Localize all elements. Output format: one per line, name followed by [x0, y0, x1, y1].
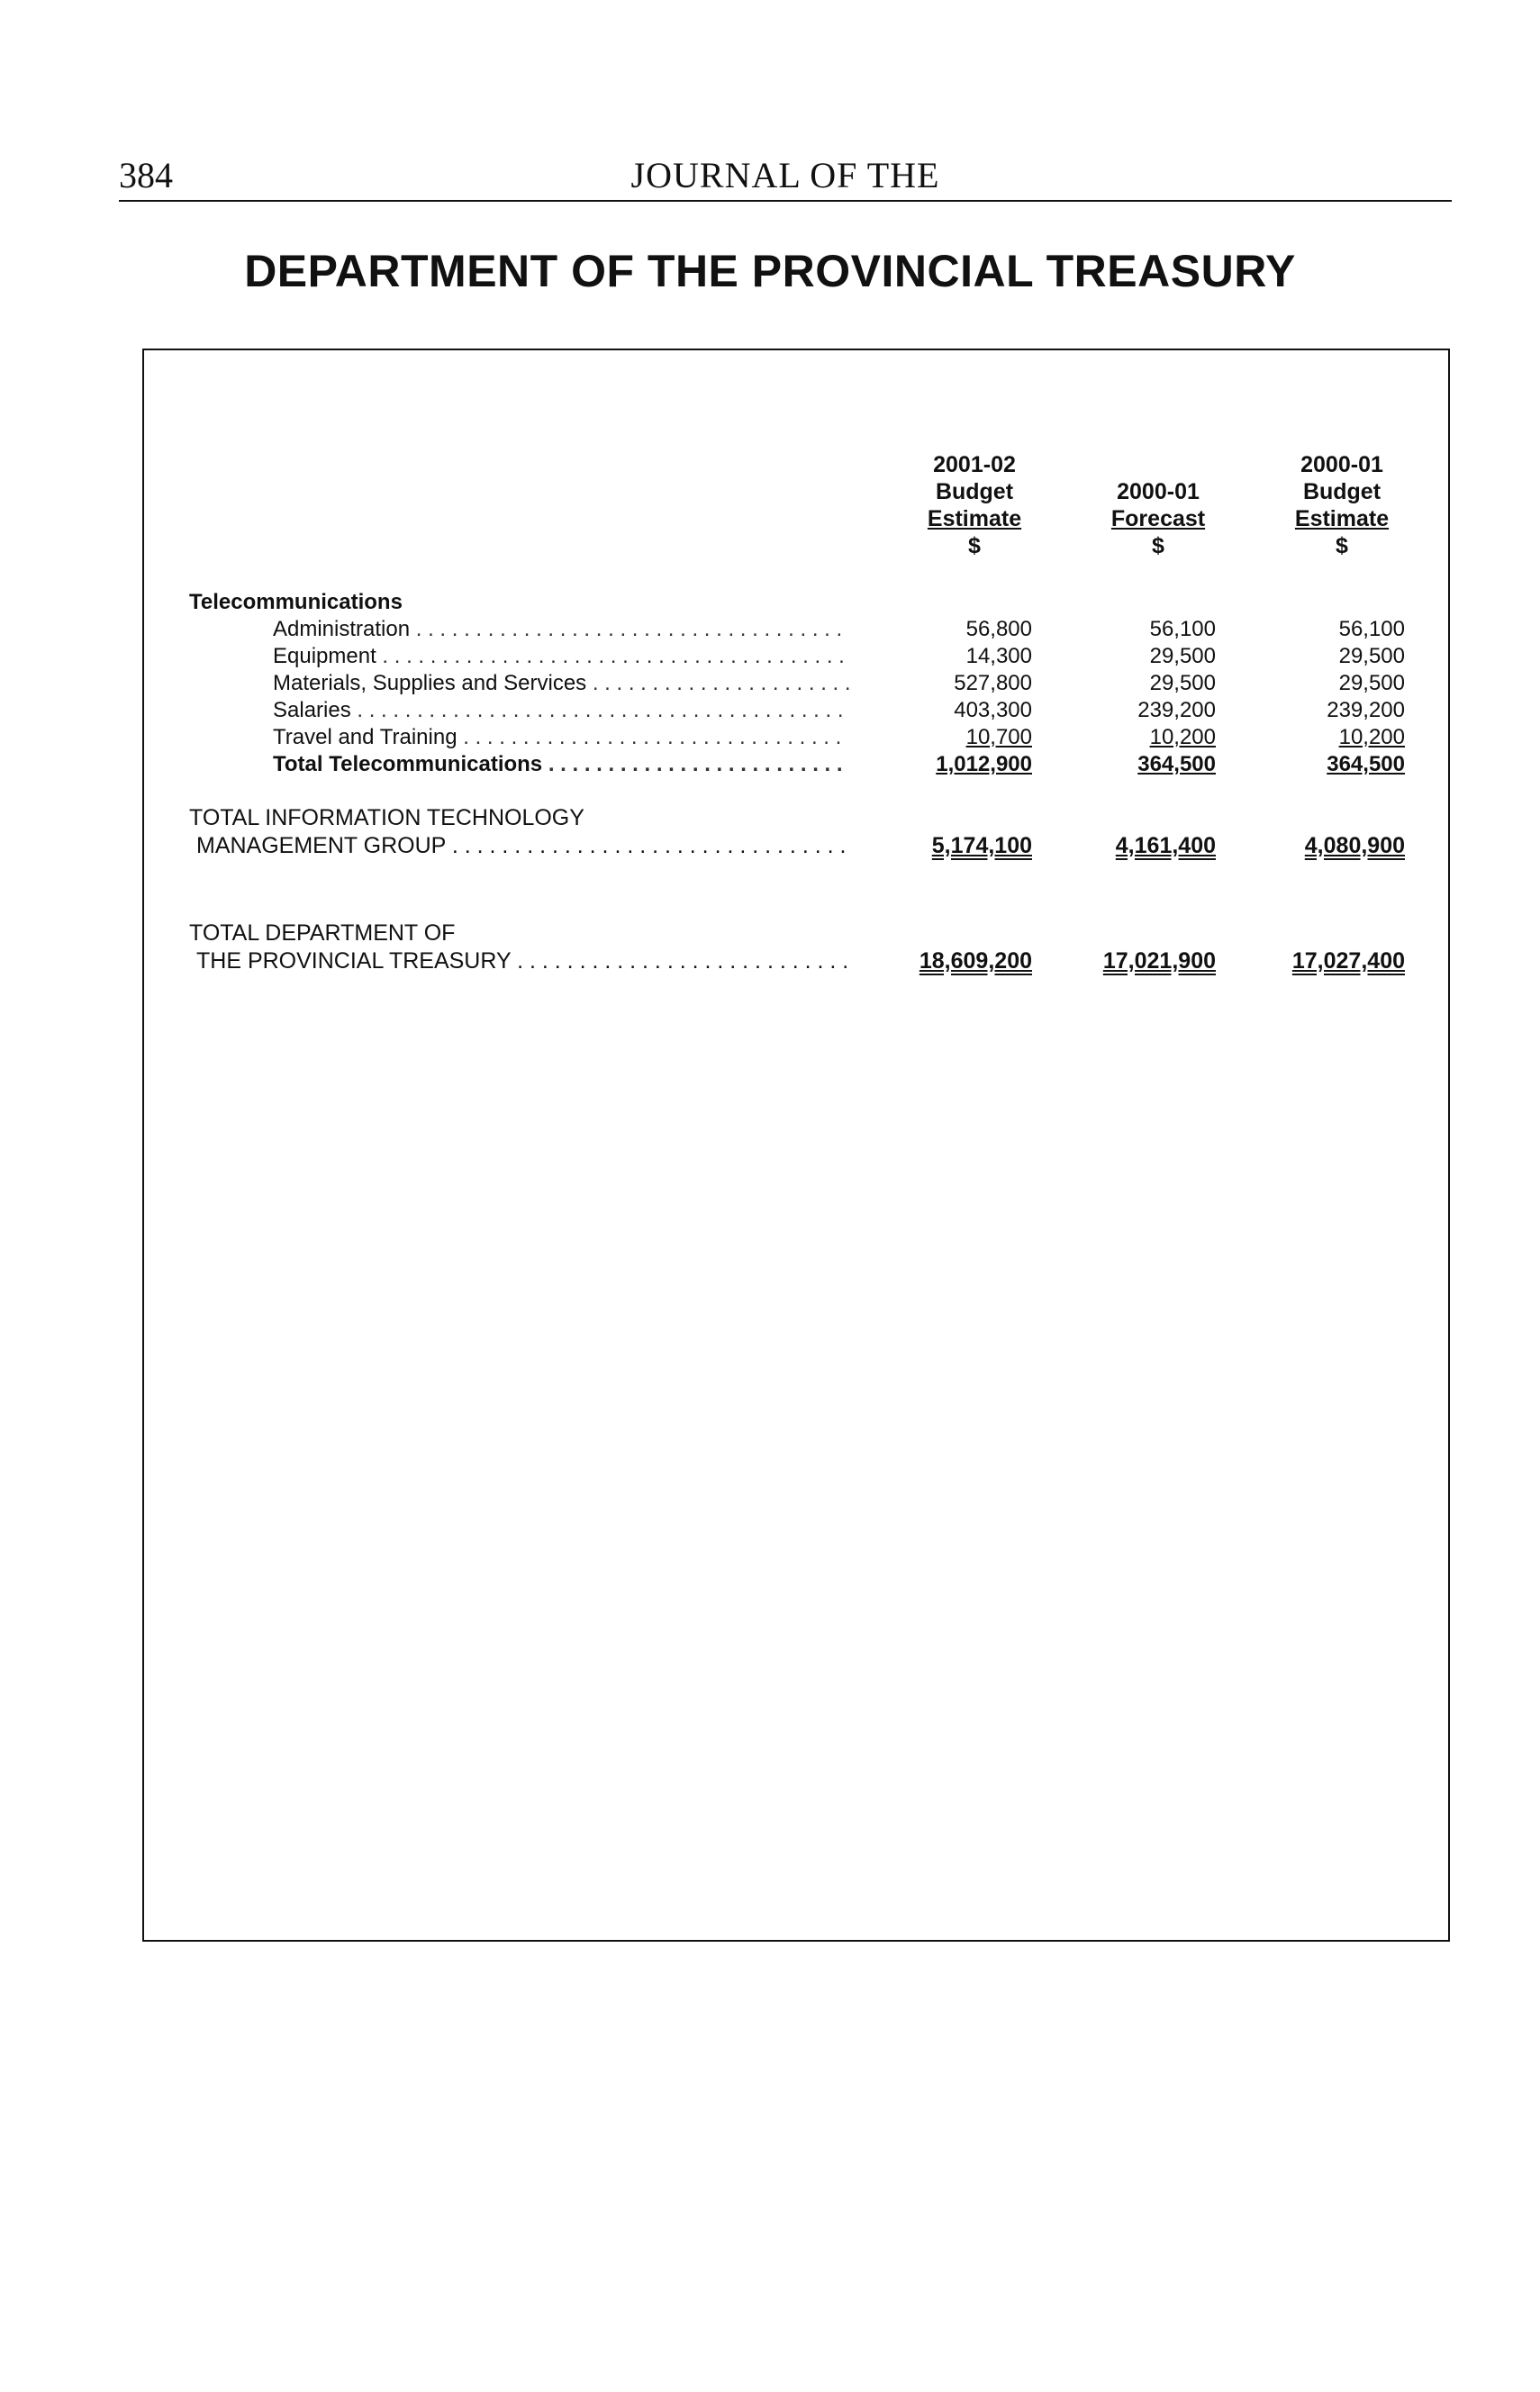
- subtotal-value: 364,500: [1137, 752, 1216, 776]
- department-title: DEPARTMENT OF THE PROVINCIAL TREASURY: [244, 246, 1296, 296]
- column-header-line: 2000-01: [1117, 479, 1200, 504]
- row-value: 29,500: [1338, 644, 1405, 668]
- row-value: 56,100: [1338, 617, 1405, 641]
- total-label-line: THE PROVINCIAL TREASURY . . .: [196, 947, 847, 975]
- column-header-line: Forecast: [1110, 506, 1206, 531]
- total-value: 4,080,900: [1304, 833, 1405, 858]
- subtotal-value: 1,012,900: [936, 752, 1032, 776]
- estimates-table-frame: [142, 349, 1450, 1942]
- total-label-line: TOTAL INFORMATION TECHNOLOGY: [189, 805, 584, 830]
- table-row: [0, 616, 1540, 643]
- column-header-line: Estimate: [927, 506, 1022, 531]
- row-value: 10,200: [1149, 725, 1216, 749]
- column-header-unit: $: [1152, 533, 1164, 558]
- row-value: 10,200: [1338, 725, 1405, 749]
- total-value: 4,161,400: [1115, 833, 1216, 858]
- column-header-line: Estimate: [1294, 506, 1390, 531]
- row-label: Salaries . . .: [273, 697, 849, 724]
- column-header-unit: $: [1336, 533, 1348, 558]
- column-header-unit: $: [968, 533, 981, 558]
- row-label: Materials, Supplies and Services . . .: [273, 670, 849, 697]
- column-header-line: Budget: [935, 479, 1014, 504]
- row-label: Equipment . . .: [273, 643, 849, 670]
- section-title: Telecommunications: [189, 590, 403, 614]
- column-header-line: 2001-02: [933, 452, 1016, 477]
- total-value: 17,027,400: [1291, 948, 1405, 974]
- row-value: 29,500: [1338, 671, 1405, 695]
- total-value: 18,609,200: [919, 948, 1032, 974]
- total-value: 5,174,100: [931, 833, 1032, 858]
- row-value: 527,800: [954, 671, 1032, 695]
- row-value: 29,500: [1149, 671, 1216, 695]
- row-value: 29,500: [1149, 644, 1216, 668]
- subtotal-label: Total Telecommunications . . .: [273, 751, 849, 778]
- column-header-line: Budget: [1302, 479, 1381, 504]
- row-label: Administration . . .: [273, 616, 849, 643]
- row-value: 14,300: [965, 644, 1032, 668]
- table-row: [0, 670, 1540, 697]
- row-value: 403,300: [954, 698, 1032, 722]
- subtotal-row: [0, 751, 1540, 778]
- table-row: [0, 697, 1540, 724]
- row-value: 10,700: [965, 725, 1032, 749]
- row-value: 56,800: [965, 617, 1032, 641]
- column-header-2001-02-budget-estimate: [875, 451, 1073, 559]
- row-value: 56,100: [1149, 617, 1216, 641]
- running-header: [119, 151, 1452, 202]
- column-header-2000-01-forecast: [1059, 478, 1257, 559]
- subtotal-value: 364,500: [1327, 752, 1405, 776]
- row-value: 239,200: [1327, 698, 1405, 722]
- row-value: 239,200: [1137, 698, 1216, 722]
- total-label-line: MANAGEMENT GROUP . . .: [196, 832, 847, 860]
- journal-title: JOURNAL OF THE: [630, 155, 940, 195]
- total-label-line: TOTAL DEPARTMENT OF: [189, 920, 456, 946]
- row-label: Travel and Training . . .: [273, 724, 849, 751]
- table-row: [0, 724, 1540, 751]
- total-value: 17,021,900: [1102, 948, 1216, 974]
- table-row: [0, 643, 1540, 670]
- column-header-line: 2000-01: [1300, 452, 1383, 477]
- column-header-2000-01-budget-estimate: [1243, 451, 1441, 559]
- page-number: 384: [119, 155, 173, 195]
